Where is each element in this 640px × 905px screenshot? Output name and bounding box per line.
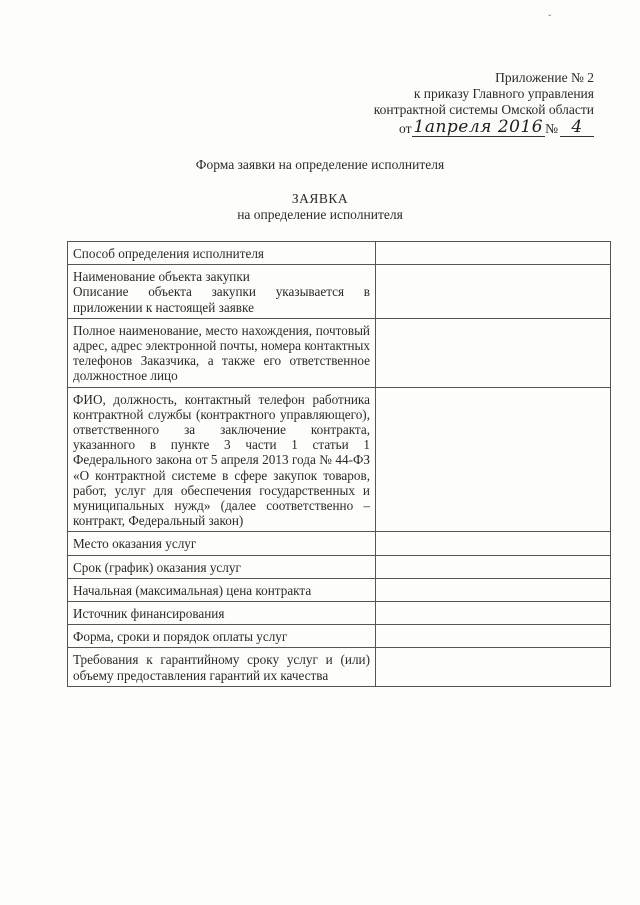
form-row-value[interactable] [376, 318, 611, 387]
form-row-label [68, 648, 376, 686]
date-prefix: от [399, 121, 412, 136]
form-row-label-text: Описание объекта закупки указывается в приложении к настоящей заявке [73, 284, 370, 315]
application-form-table [67, 241, 611, 687]
form-row-label [68, 318, 376, 387]
form-row-label-text: ФИО, должность, контактный телефон работника контрактной службы (контрактного управляющего), ответственного за заключение контракта, указанного в пункте 3 части 1 статьи 1 Федерального закона от 5 апреля 2013 года № 44-ФЗ «О контрактной системе в сфере закупок товаров, работ, услуг для обеспечения государственных и муниципальных нужд» (далее соответственно – контракт, Федеральный закон) [73, 391, 370, 529]
form-row-label-text: Полное наименование, место нахождения, почтовый адрес, адрес электронной почты, номера контактных телефонов Заказчика, а также его ответственное должностное лицо [73, 322, 370, 384]
order-date-line [399, 118, 594, 137]
form-row [68, 242, 611, 265]
form-row [68, 625, 611, 648]
form-row [68, 602, 611, 625]
appendix-header [374, 70, 594, 118]
form-row-value[interactable] [376, 555, 611, 578]
form-row-label [68, 578, 376, 601]
form-row-value[interactable] [376, 387, 611, 532]
handwritten-number: 4 [560, 118, 594, 137]
title-heading: ЗАЯВКА [291, 191, 349, 206]
form-row-label-text: Наименование объекта закупки [73, 269, 250, 285]
form-row-value[interactable] [376, 265, 611, 319]
number-prefix: № [545, 121, 558, 136]
form-row-label-text: Срок (график) оказания услуг [73, 559, 241, 575]
form-row [68, 555, 611, 578]
form-row-label [68, 532, 376, 555]
title-subheading: на определение исполнителя [237, 207, 403, 222]
form-row-value[interactable] [376, 648, 611, 686]
form-row-value[interactable] [376, 532, 611, 555]
form-row-value[interactable] [376, 602, 611, 625]
form-row [68, 387, 611, 532]
form-row-label [68, 602, 376, 625]
form-row [68, 265, 611, 319]
form-row [68, 648, 611, 686]
form-row-label-text: Способ определения исполнителя [73, 246, 264, 261]
form-row-label [68, 242, 376, 265]
appendix-line: Приложение № 2 [495, 70, 594, 85]
form-row-label-text: Источник финансирования [73, 606, 225, 622]
form-row-label [68, 555, 376, 578]
handwritten-date: 1апреля 2016 [413, 117, 544, 137]
form-row-label-text: Форма, сроки и порядок оплаты услуг [73, 629, 288, 645]
form-row-label-text: Требования к гарантийному сроку услуг и (или) объему предоставления гарантий их качества [73, 652, 370, 683]
form-row-label [68, 625, 376, 648]
form-row-label [68, 387, 376, 532]
form-row-label [68, 265, 376, 319]
form-row [68, 578, 611, 601]
form-row-value[interactable] [376, 242, 611, 265]
document-title [0, 191, 640, 223]
form-row [68, 532, 611, 555]
form-row-label-text: Место оказания услуг [73, 536, 197, 552]
form-caption: Форма заявки на определение исполнителя [195, 157, 445, 172]
form-row-value[interactable] [376, 578, 611, 601]
form-row-label-text: Начальная (максимальная) цена контракта [73, 582, 312, 598]
appendix-line: к приказу Главного управления [413, 86, 594, 101]
form-row-value[interactable] [376, 625, 611, 648]
scan-mark: ˇ [548, 14, 552, 25]
appendix-line: контрактной системы Омской области [373, 102, 594, 117]
form-row [68, 318, 611, 387]
